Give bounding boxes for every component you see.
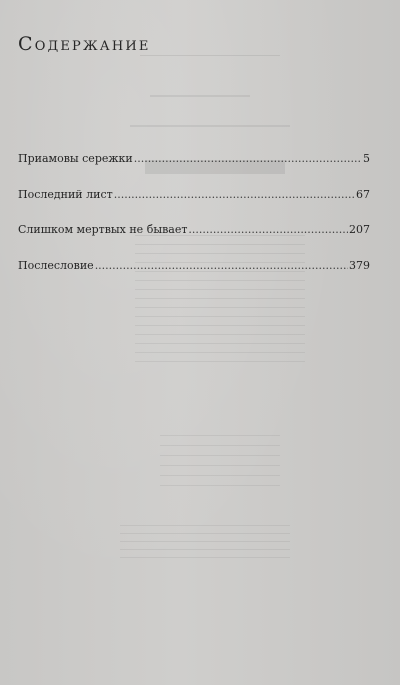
page-title: Содержание [18, 33, 151, 55]
dot-leader [188, 223, 348, 236]
toc-entry-title: Слишком мертвых не бывает [18, 223, 188, 236]
dot-leader [95, 259, 348, 272]
toc-entry-page: 5 [363, 152, 370, 165]
toc-entry-title: Приамовы сережки [18, 152, 133, 165]
toc-entry-page: 379 [349, 258, 370, 272]
toc-entry-title: Последний лист [18, 187, 113, 201]
dot-leader [114, 188, 355, 201]
toc-entry [18, 223, 370, 259]
toc-entry-page: 207 [349, 223, 370, 236]
toc-entry-title: Послесловие [18, 258, 94, 272]
show-through-text [120, 55, 340, 575]
toc-entry [18, 188, 370, 224]
table-of-contents [18, 152, 370, 294]
toc-entry [18, 259, 370, 295]
toc-entry-page: 67 [356, 187, 370, 201]
toc-entry [18, 152, 370, 188]
dot-leader [134, 152, 362, 165]
